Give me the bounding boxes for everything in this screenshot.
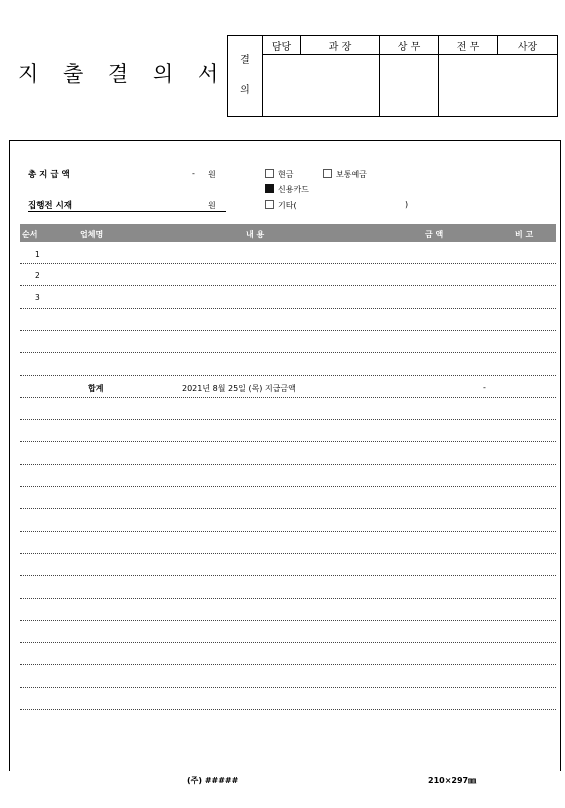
- checkbox-icon: [265, 200, 274, 209]
- payment-other[interactable]: 기타(: [265, 200, 297, 211]
- table-row-line: [20, 419, 556, 420]
- table-row-line: [20, 375, 556, 376]
- header-seq: 순서: [22, 230, 38, 239]
- total-label: 총 지 급 액: [28, 170, 70, 180]
- header-content: 내 용: [246, 230, 265, 239]
- approval-table: [227, 35, 558, 117]
- header-remarks: 비 고: [515, 230, 534, 239]
- approval-col-gwajang: 과 장: [301, 36, 380, 55]
- approval-side-bottom: 의: [240, 85, 250, 96]
- checkbox-icon: [323, 169, 332, 178]
- table-row-line: [20, 642, 556, 643]
- checkbox-checked-icon: [265, 184, 274, 193]
- header-amount: 금 액: [425, 230, 444, 239]
- row-number-3: 3: [35, 293, 40, 302]
- approval-sign-sangmu[interactable]: [380, 55, 439, 117]
- table-row-line: [20, 330, 556, 331]
- approval-sign-damdang-gwajang[interactable]: [263, 55, 380, 117]
- payment-other-close: ): [405, 200, 409, 209]
- total-unit: 원: [208, 170, 216, 179]
- table-row-line: [20, 620, 556, 621]
- approval-col-damdang: 담당: [263, 36, 301, 55]
- total-row-label: 합계: [88, 384, 104, 393]
- table-row-line: [20, 263, 556, 264]
- footer-paper-size: 210×297㎜: [428, 776, 477, 785]
- approval-side-label: [228, 36, 263, 117]
- payment-deposit[interactable]: 보통예금: [323, 169, 367, 180]
- checkbox-icon: [265, 169, 274, 178]
- approval-col-sajang: 사장: [498, 36, 558, 55]
- table-row-line: [20, 709, 556, 710]
- row-number-1: 1: [35, 250, 40, 259]
- prior-unit: 원: [208, 201, 216, 210]
- table-row-line: [20, 598, 556, 599]
- table-row-line: [20, 575, 556, 576]
- table-row-line: [20, 397, 556, 398]
- table-row-line: [20, 308, 556, 309]
- table-row-line: [20, 441, 556, 442]
- table-row-line: [20, 508, 556, 509]
- payment-credit-card[interactable]: 신용카드: [265, 184, 309, 195]
- table-row-line: [20, 464, 556, 465]
- approval-col-sangmu: 상 무: [380, 36, 439, 55]
- table-row-line: [20, 687, 556, 688]
- table-row-line: [20, 285, 556, 286]
- table-row-line: [20, 553, 556, 554]
- approval-col-jeonmu: 전 무: [439, 36, 498, 55]
- table-row-line: [20, 352, 556, 353]
- table-row-line: [20, 664, 556, 665]
- prior-balance-label: 집행전 시재: [28, 201, 73, 211]
- total-value: -: [192, 169, 195, 178]
- total-row-amount: -: [483, 383, 486, 392]
- approval-sign-jeonmu-sajang[interactable]: [439, 55, 558, 117]
- total-row-date: 2021년 8월 25일 (목) 지급금액: [182, 384, 296, 393]
- approval-side-top: 결: [240, 55, 250, 66]
- table-row-line: [20, 531, 556, 532]
- document-title: 지 출 결 의 서: [18, 62, 228, 86]
- payment-cash[interactable]: 현금: [265, 169, 293, 180]
- header-vendor: 업체명: [80, 230, 104, 239]
- footer-company: (주) #####: [187, 776, 239, 785]
- table-row-line: [20, 486, 556, 487]
- row-number-2: 2: [35, 271, 40, 280]
- prior-balance-field[interactable]: [28, 199, 226, 212]
